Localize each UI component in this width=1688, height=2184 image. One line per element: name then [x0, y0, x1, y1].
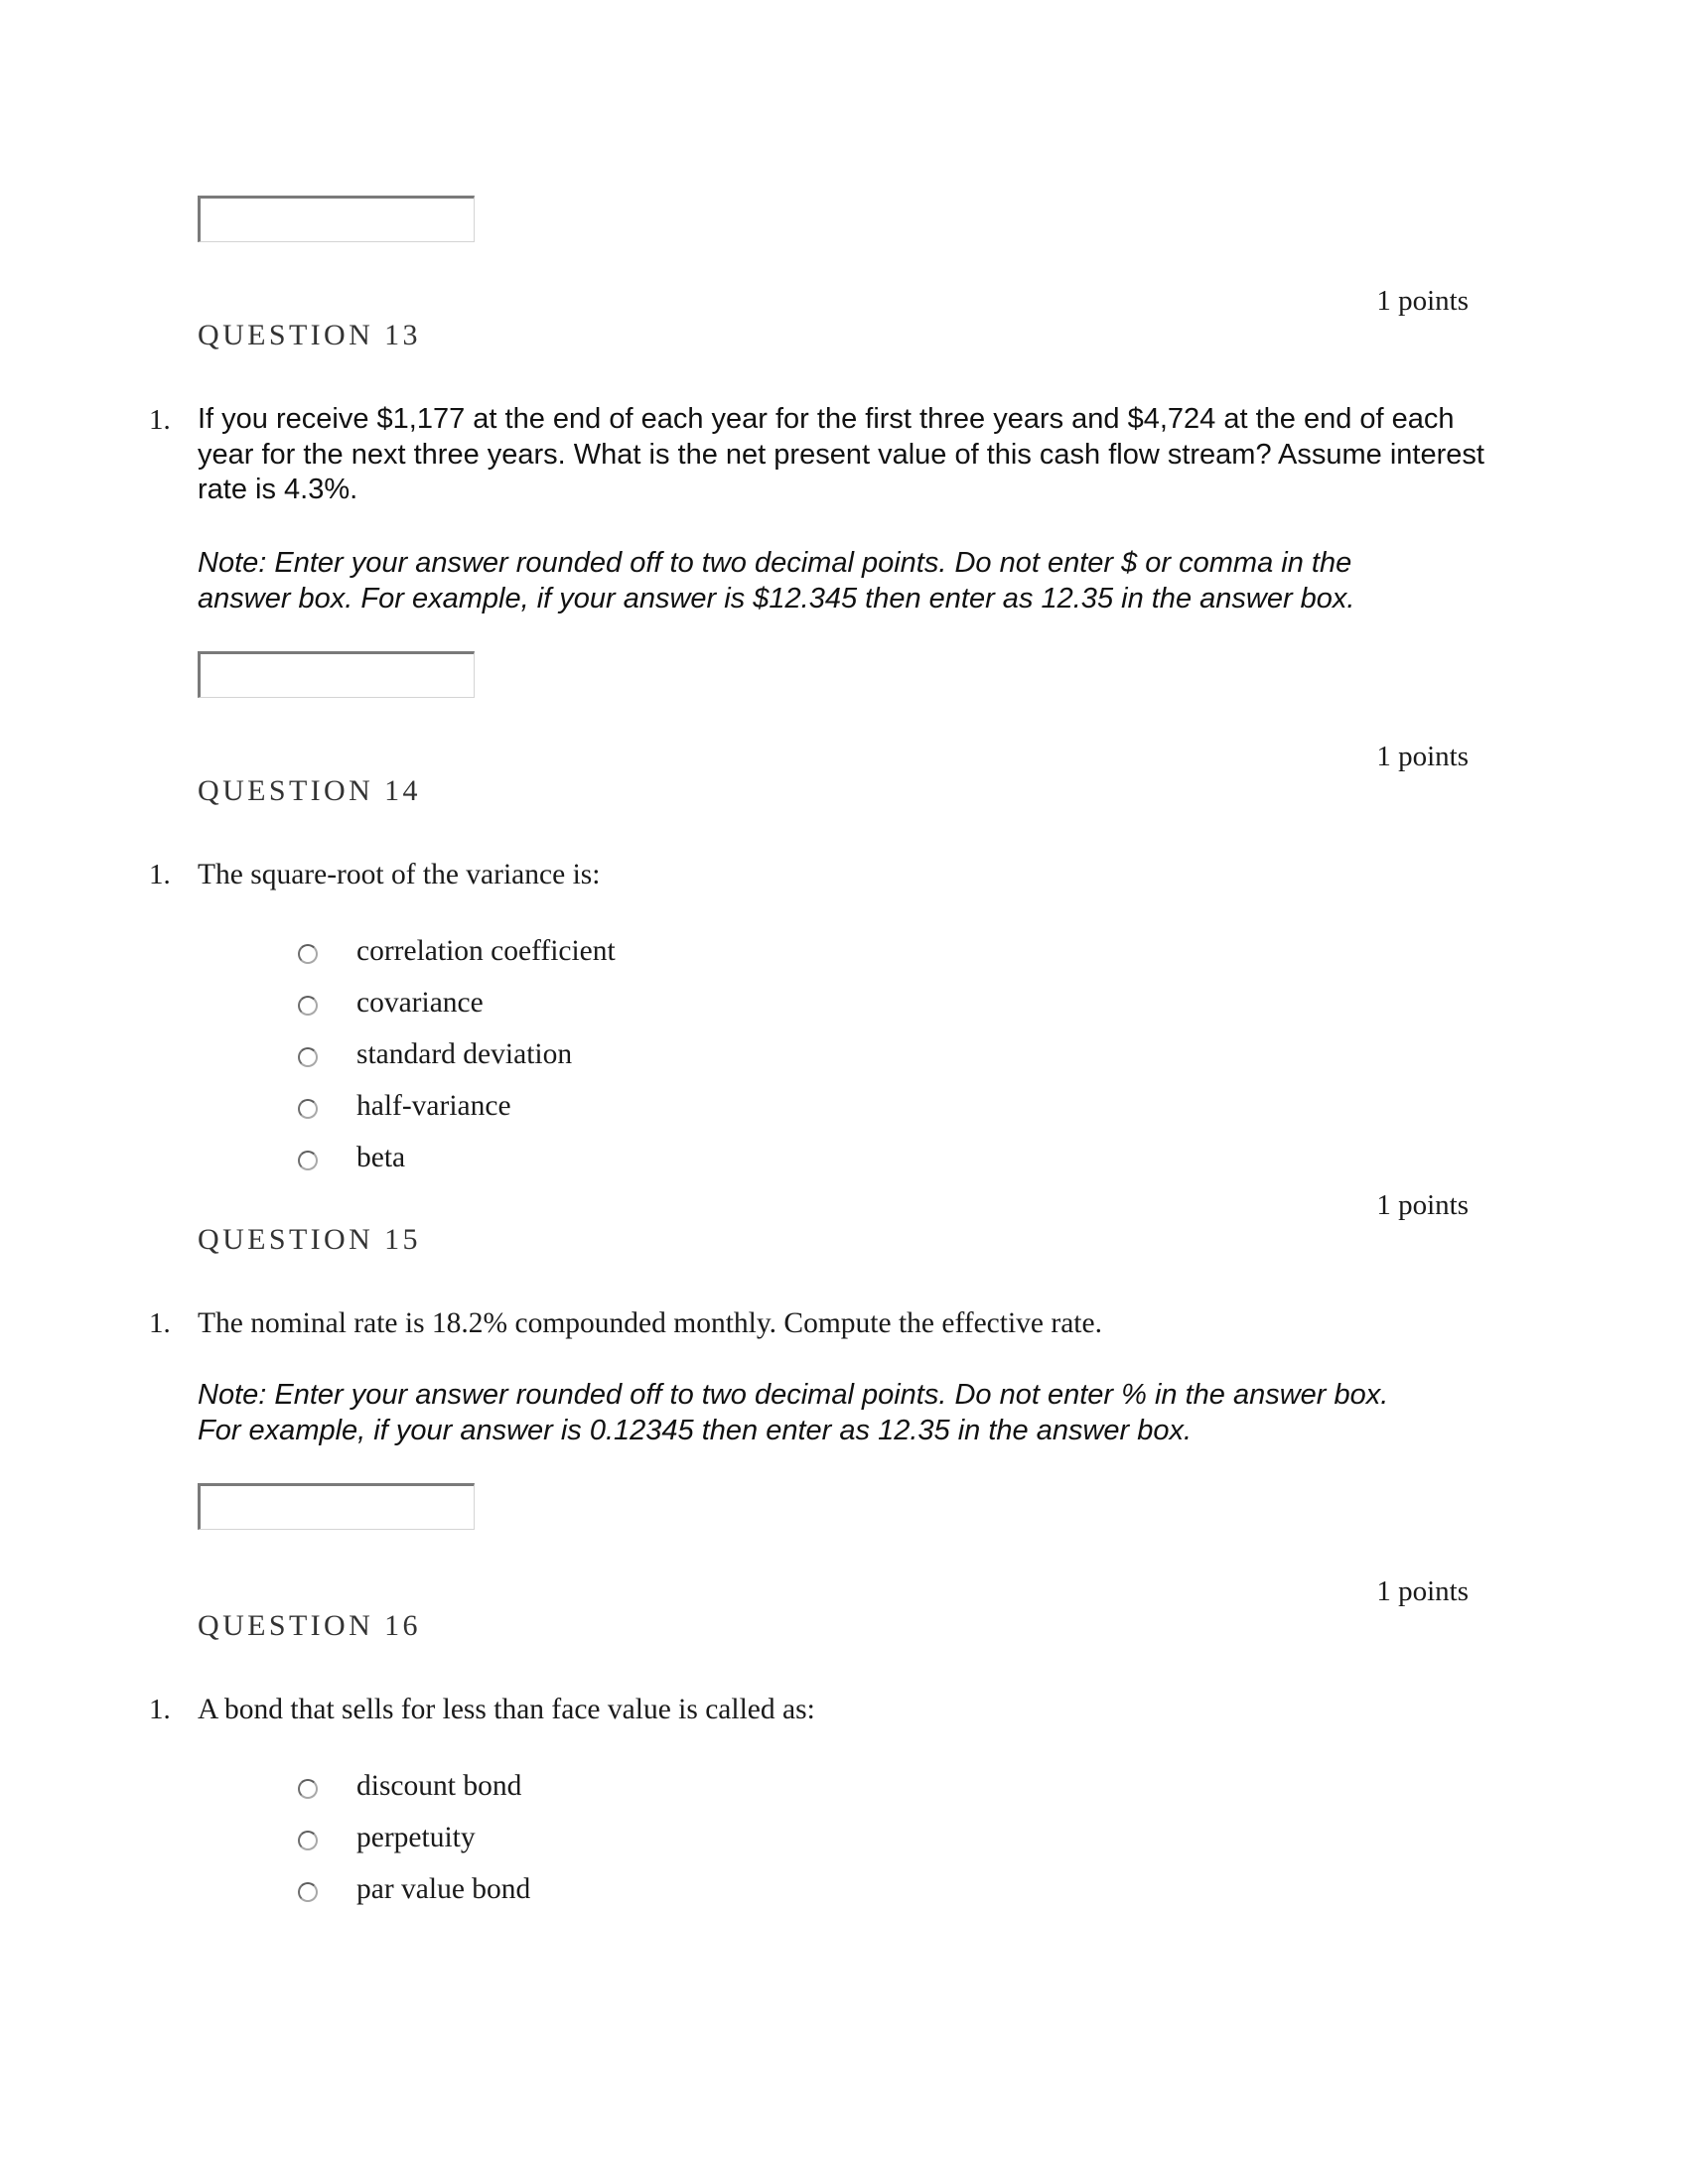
options-q16: [298, 1760, 530, 1915]
answer-input-q12[interactable]: [198, 196, 475, 242]
question-number-q13: 1.: [149, 404, 171, 436]
question-note-q13: Note: Enter your answer rounded off to two decimal points. Do not enter $ or comma in the answer box. For example, if your answer is $12.345 then enter as 12.35 in the answer box.: [198, 547, 1355, 614]
option-q14-4[interactable]: [298, 1080, 616, 1132]
option-label: correlation coefficient: [356, 934, 616, 967]
question-heading-q15: QUESTION 15: [198, 1223, 421, 1256]
option-q16-2[interactable]: [298, 1812, 530, 1863]
question-text-q13: If you receive $1,177 at the end of each year for the first three years and $4,724 at the end of each year for the next three years. What is the net present value of this cash flow stream? Assume interest rate is 4.3%.: [198, 403, 1484, 505]
option-label: beta: [356, 1141, 406, 1173]
answer-input-q15[interactable]: [198, 1483, 475, 1530]
question-number-q16: 1.: [149, 1694, 171, 1725]
option-label: discount bond: [356, 1769, 522, 1802]
radio-button-icon[interactable]: [298, 1047, 318, 1067]
question-heading-q16: QUESTION 16: [198, 1609, 421, 1642]
options-q14: [298, 925, 616, 1183]
points-q16: 1 points: [1376, 1575, 1469, 1607]
option-label: half-variance: [356, 1089, 511, 1122]
answer-input-q13[interactable]: [198, 651, 475, 698]
option-label: covariance: [356, 986, 484, 1019]
radio-button-icon[interactable]: [298, 944, 318, 964]
question-text-q16: A bond that sells for less than face value is called as:: [198, 1694, 815, 1725]
question-heading-q13: QUESTION 13: [198, 319, 421, 351]
radio-button-icon[interactable]: [298, 1831, 318, 1850]
question-number-q15: 1.: [149, 1307, 171, 1339]
option-q14-1[interactable]: [298, 925, 616, 977]
radio-button-icon[interactable]: [298, 1779, 318, 1799]
points-q15: 1 points: [1376, 1189, 1469, 1221]
option-label: standard deviation: [356, 1037, 573, 1070]
question-text-q15: The nominal rate is 18.2% compounded monthly. Compute the effective rate.: [198, 1307, 1102, 1339]
question-heading-q14: QUESTION 14: [198, 774, 421, 807]
points-q13: 1 points: [1376, 285, 1469, 317]
option-label: par value bond: [356, 1872, 531, 1905]
option-q14-5[interactable]: [298, 1132, 616, 1183]
option-q14-3[interactable]: [298, 1028, 616, 1080]
radio-button-icon[interactable]: [298, 1151, 318, 1170]
question-number-q14: 1.: [149, 859, 171, 890]
option-q16-1[interactable]: [298, 1760, 530, 1812]
radio-button-icon[interactable]: [298, 1882, 318, 1902]
radio-button-icon[interactable]: [298, 996, 318, 1016]
option-label: perpetuity: [356, 1821, 476, 1853]
question-text-q14: The square-root of the variance is:: [198, 859, 601, 890]
option-q14-2[interactable]: [298, 977, 616, 1028]
points-q14: 1 points: [1376, 741, 1469, 772]
option-q16-3[interactable]: [298, 1863, 530, 1915]
radio-button-icon[interactable]: [298, 1099, 318, 1119]
question-note-q15: Note: Enter your answer rounded off to two decimal points. Do not enter % in the answer box. For example, if your answer is 0.12345 then enter as 12.35 in the answer box.: [198, 1379, 1389, 1446]
